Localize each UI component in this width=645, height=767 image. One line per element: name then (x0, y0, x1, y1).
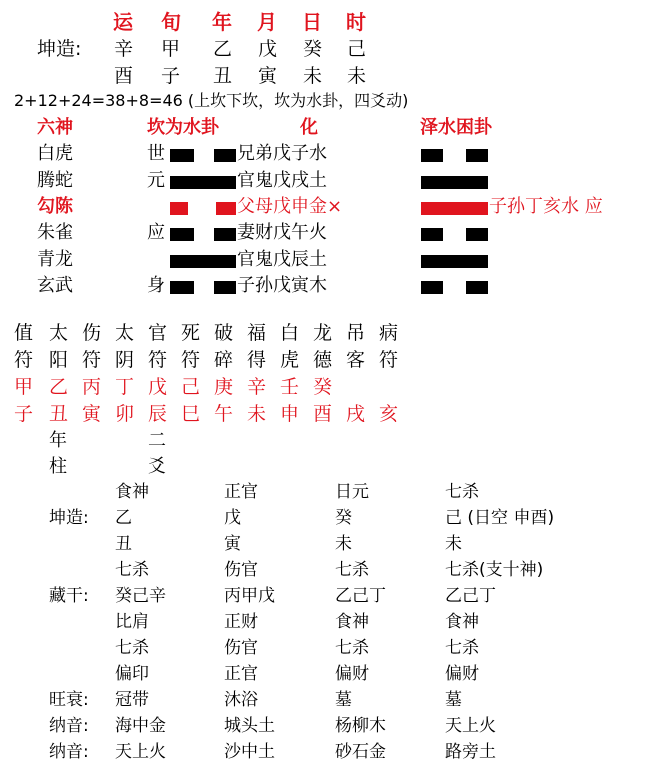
star-char: 龙 (313, 322, 333, 344)
branch-god: 伤官 (224, 560, 258, 580)
tiangan: 丁 (115, 376, 135, 398)
branch: 未 (347, 65, 367, 87)
tiangan: 丙 (82, 376, 102, 398)
tengod: 日元 (335, 482, 369, 502)
label-ri: 日 (302, 10, 322, 34)
wangshuai: 沐浴 (224, 690, 258, 710)
cg-god: 七杀 (335, 638, 369, 658)
dizhi: 巳 (181, 403, 201, 425)
label-xun: 旬 (161, 10, 181, 34)
yin-line-right (214, 228, 236, 241)
canggan: 乙己丁 (335, 586, 386, 606)
cg-god: 偏财 (445, 664, 479, 684)
stem: 甲 (161, 38, 181, 60)
line-mark: 应 (147, 222, 165, 243)
liushen-qinglong: 青龙 (37, 249, 73, 270)
cg-god: 偏财 (335, 664, 369, 684)
star-char: 碎 (214, 349, 234, 371)
star-char: 吊 (346, 322, 366, 344)
nian-label: 年 (49, 430, 67, 451)
tiangan: 甲 (14, 376, 34, 398)
formula-line: 2+12+24=38+8=46 (上坎下坎，坎为水卦，四爻动) (14, 91, 409, 110)
dizhi: 辰 (148, 403, 168, 425)
stem: 乙 (213, 38, 233, 60)
cg-god: 七杀 (445, 638, 479, 658)
tiangan: 乙 (49, 376, 69, 398)
star-char: 符 (148, 349, 168, 371)
star-char: 符 (181, 349, 201, 371)
dizhi: 亥 (379, 403, 399, 425)
star-char: 虎 (280, 349, 300, 371)
dizhi: 酉 (313, 403, 333, 425)
wangshuai: 墓 (445, 690, 462, 710)
branch: 寅 (258, 65, 278, 87)
bazi-stem: 乙 (115, 508, 132, 528)
star-char: 客 (346, 349, 366, 371)
tiangan: 癸 (313, 376, 333, 398)
dizhi: 卯 (115, 403, 135, 425)
yin-line-left (170, 228, 194, 241)
nayin: 沙中土 (224, 742, 275, 762)
line-text: 官鬼戊戌土 (237, 170, 327, 191)
star-char: 阳 (49, 349, 69, 371)
dizhi: 寅 (82, 403, 102, 425)
cg-god: 正财 (224, 612, 258, 632)
star-char: 福 (247, 322, 267, 344)
line-text: 官鬼戊辰土 (237, 249, 327, 270)
stem: 癸 (303, 38, 323, 60)
line-mark: 身 (147, 275, 165, 296)
stem: 辛 (114, 38, 134, 60)
bazi-stem: 己 (日空 申酉) (445, 508, 555, 528)
yang-line (170, 255, 236, 268)
changed-yin-left (421, 149, 443, 162)
star-char: 白 (280, 322, 300, 344)
stem: 己 (347, 38, 367, 60)
line-text: 子孙戊寅木 (237, 275, 327, 296)
bazi-stem: 癸 (335, 508, 352, 528)
canggan-label: 藏干: (49, 586, 89, 606)
star-char: 伤 (82, 322, 102, 344)
star-char: 符 (14, 349, 34, 371)
canggan: 乙己丁 (445, 586, 496, 606)
star-char: 太 (49, 322, 69, 344)
changed-yin-right (466, 281, 488, 294)
cg-god: 比肩 (115, 612, 149, 632)
bazi-branch: 未 (445, 534, 462, 554)
nayin: 城头土 (224, 716, 275, 736)
nayin: 路旁土 (445, 742, 496, 762)
wangshuai: 冠带 (115, 690, 149, 710)
changed-gua-title: 泽水困卦 (420, 117, 492, 138)
liushen-gouchen: 勾陈 (37, 196, 73, 217)
star-char: 符 (379, 349, 399, 371)
bazi-branch: 未 (335, 534, 352, 554)
moving-yin-left (170, 202, 188, 215)
wangshuai: 墓 (335, 690, 352, 710)
changed-yang-line (421, 255, 488, 268)
dizhi: 戌 (346, 403, 366, 425)
nayin: 杨柳木 (335, 716, 386, 736)
nayin: 天上火 (445, 716, 496, 736)
tiangan: 庚 (214, 376, 234, 398)
yin-line-left (170, 149, 194, 162)
canggan: 癸己辛 (115, 586, 166, 606)
branch: 子 (161, 65, 181, 87)
er-label: 二 (148, 430, 166, 451)
tengod: 正官 (224, 482, 258, 502)
dizhi: 未 (247, 403, 267, 425)
canggan: 丙甲戊 (224, 586, 275, 606)
dizhi: 子 (14, 403, 34, 425)
tiangan: 己 (181, 376, 201, 398)
dizhi: 申 (280, 403, 300, 425)
line-mark: 世 (147, 143, 165, 164)
cg-god: 七杀 (115, 638, 149, 658)
yin-line-right (214, 149, 236, 162)
zhu-label: 柱 (49, 456, 67, 477)
branch: 未 (303, 65, 323, 87)
branch-god: 七杀 (335, 560, 369, 580)
line-text: 兄弟戊子水 (237, 143, 327, 164)
star-char: 官 (148, 322, 168, 344)
liushen-tengshe: 腾蛇 (37, 170, 73, 191)
changed-yin-left (421, 281, 443, 294)
yao-label: 爻 (148, 456, 166, 477)
branch-god: 七杀 (115, 560, 149, 580)
label-yun: 运 (113, 10, 133, 34)
label-nian: 年 (212, 10, 232, 34)
star-char: 阴 (115, 349, 135, 371)
liushen-xuanwu: 玄武 (37, 275, 73, 296)
line-mark: 元 (147, 170, 165, 191)
star-char: 太 (115, 322, 135, 344)
moving-yin-right (216, 202, 236, 215)
yin-line-right (214, 281, 236, 294)
branch: 丑 (213, 65, 233, 87)
changed-yin-right (466, 149, 488, 162)
label-shi: 时 (346, 10, 366, 34)
cg-god: 食神 (445, 612, 479, 632)
tiangan: 壬 (280, 376, 300, 398)
yang-line (170, 176, 236, 189)
nayin: 天上火 (115, 742, 166, 762)
star-char: 符 (82, 349, 102, 371)
dizhi: 丑 (49, 403, 69, 425)
star-char: 死 (181, 322, 201, 344)
cg-god: 偏印 (115, 664, 149, 684)
change-title: 化 (300, 117, 318, 138)
wangshuai-label: 旺衰: (49, 690, 89, 710)
star-char: 值 (14, 322, 34, 344)
changed-yin-right (466, 228, 488, 241)
branch: 酉 (114, 65, 134, 87)
cg-god: 伤官 (224, 638, 258, 658)
nayin-label-2: 纳音: (49, 742, 89, 762)
liushen-baihu: 白虎 (37, 143, 73, 164)
stem: 戊 (258, 38, 278, 60)
nayin: 砂石金 (335, 742, 386, 762)
tiangan: 辛 (247, 376, 267, 398)
changed-yang-line (421, 176, 488, 189)
line-text: 妻财戊午火 (237, 222, 327, 243)
tengod: 七杀 (445, 482, 479, 502)
bazi-branch: 寅 (224, 534, 241, 554)
liushen-zhuque: 朱雀 (37, 222, 73, 243)
cg-god: 正官 (224, 664, 258, 684)
dizhi: 午 (214, 403, 234, 425)
nayin-label-1: 纳音: (49, 716, 89, 736)
changed-line-text: 子孙丁亥水 应 (489, 196, 603, 217)
nayin: 海中金 (115, 716, 166, 736)
bazi-kunzao-label: 坤造: (49, 508, 89, 528)
cg-god: 食神 (335, 612, 369, 632)
star-char: 破 (214, 322, 234, 344)
yin-line-left (170, 281, 194, 294)
kunzao-label: 坤造: (37, 38, 82, 60)
star-char: 德 (313, 349, 333, 371)
tengod: 食神 (115, 482, 149, 502)
label-yue: 月 (257, 10, 277, 34)
liushen-title: 六神 (37, 117, 73, 138)
star-char: 病 (379, 322, 399, 344)
branch-god: 七杀(支十神) (445, 560, 544, 580)
star-char: 得 (247, 349, 267, 371)
bazi-stem: 戊 (224, 508, 241, 528)
moving-line-text: 父母戊申金× (237, 196, 343, 217)
bazi-branch: 丑 (115, 534, 132, 554)
changed-yang-line-red (421, 202, 488, 215)
changed-yin-left (421, 228, 443, 241)
main-gua-title: 坎为水卦 (147, 117, 219, 138)
tiangan: 戊 (148, 376, 168, 398)
